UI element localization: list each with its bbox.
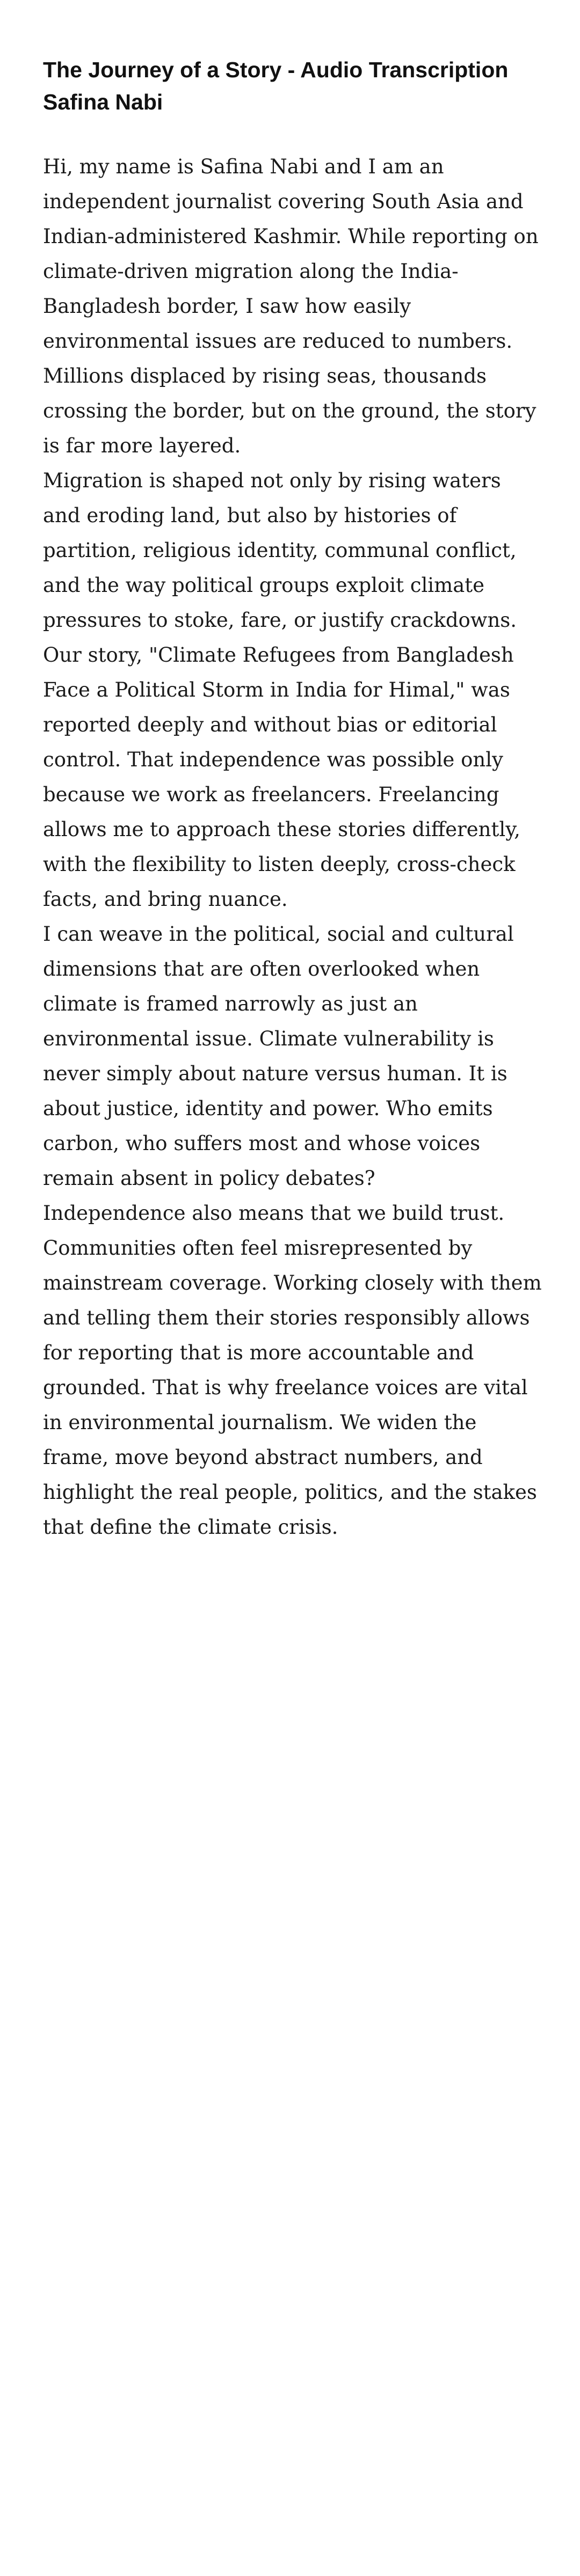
paragraph: I can weave in the political, social and cultural dimensions that are often overlooked when climate is framed narrowly as just an environmental issue. Climate vulnerability is never simply about nature versus human. It is about justice, identity and power. Who emits carbon, who suffers most and whose voices remain absent in policy debates? — [43, 923, 514, 1190]
paragraph: Migration is shaped not only by rising waters and eroding land, but also by histories of partition, religious identity, communal conflict, and the way political groups exploit climate pressures to stoke, fare, or justify crackdowns. Our story, "Climate Refugees from Bangladesh Face a Political Storm in India for Himal," was reported deeply and without bias or editorial control. That independence was possible only because we work as freelancers. Freelancing allows me to approach these stories differently, with the flexibility to listen deeply, cross-check facts, and bring nuance. — [43, 469, 520, 911]
page-title — [43, 54, 542, 118]
title-text: The Journey of a Story - Audio Transcription — [43, 57, 509, 82]
transcript-page — [43, 54, 542, 1545]
paragraph: Independence also means that we build trust. Communities often feel misrepresented by mainstream coverage. Working closely with them and telling them their stories responsibly allows for reporting that is more accountable and grounded. That is why freelance voices are vital in environmental journalism. We widen the frame, move beyond abstract numbers, and highlight the real people, politics, and the stakes that define the climate crisis. — [43, 1202, 542, 1539]
author-name: Safina Nabi — [43, 90, 163, 114]
paragraph: Hi, my name is Safina Nabi and I am an independent journalist covering South Asia and Indian-administered Kashmir. While reporting on climate-driven migration along the India-Bangladesh border, I saw how easily environmental issues are reduced to numbers. Millions displaced by rising seas, thousands crossing the border, but on the ground, the story is far more layered. — [43, 155, 539, 457]
transcript-body — [43, 149, 542, 1545]
